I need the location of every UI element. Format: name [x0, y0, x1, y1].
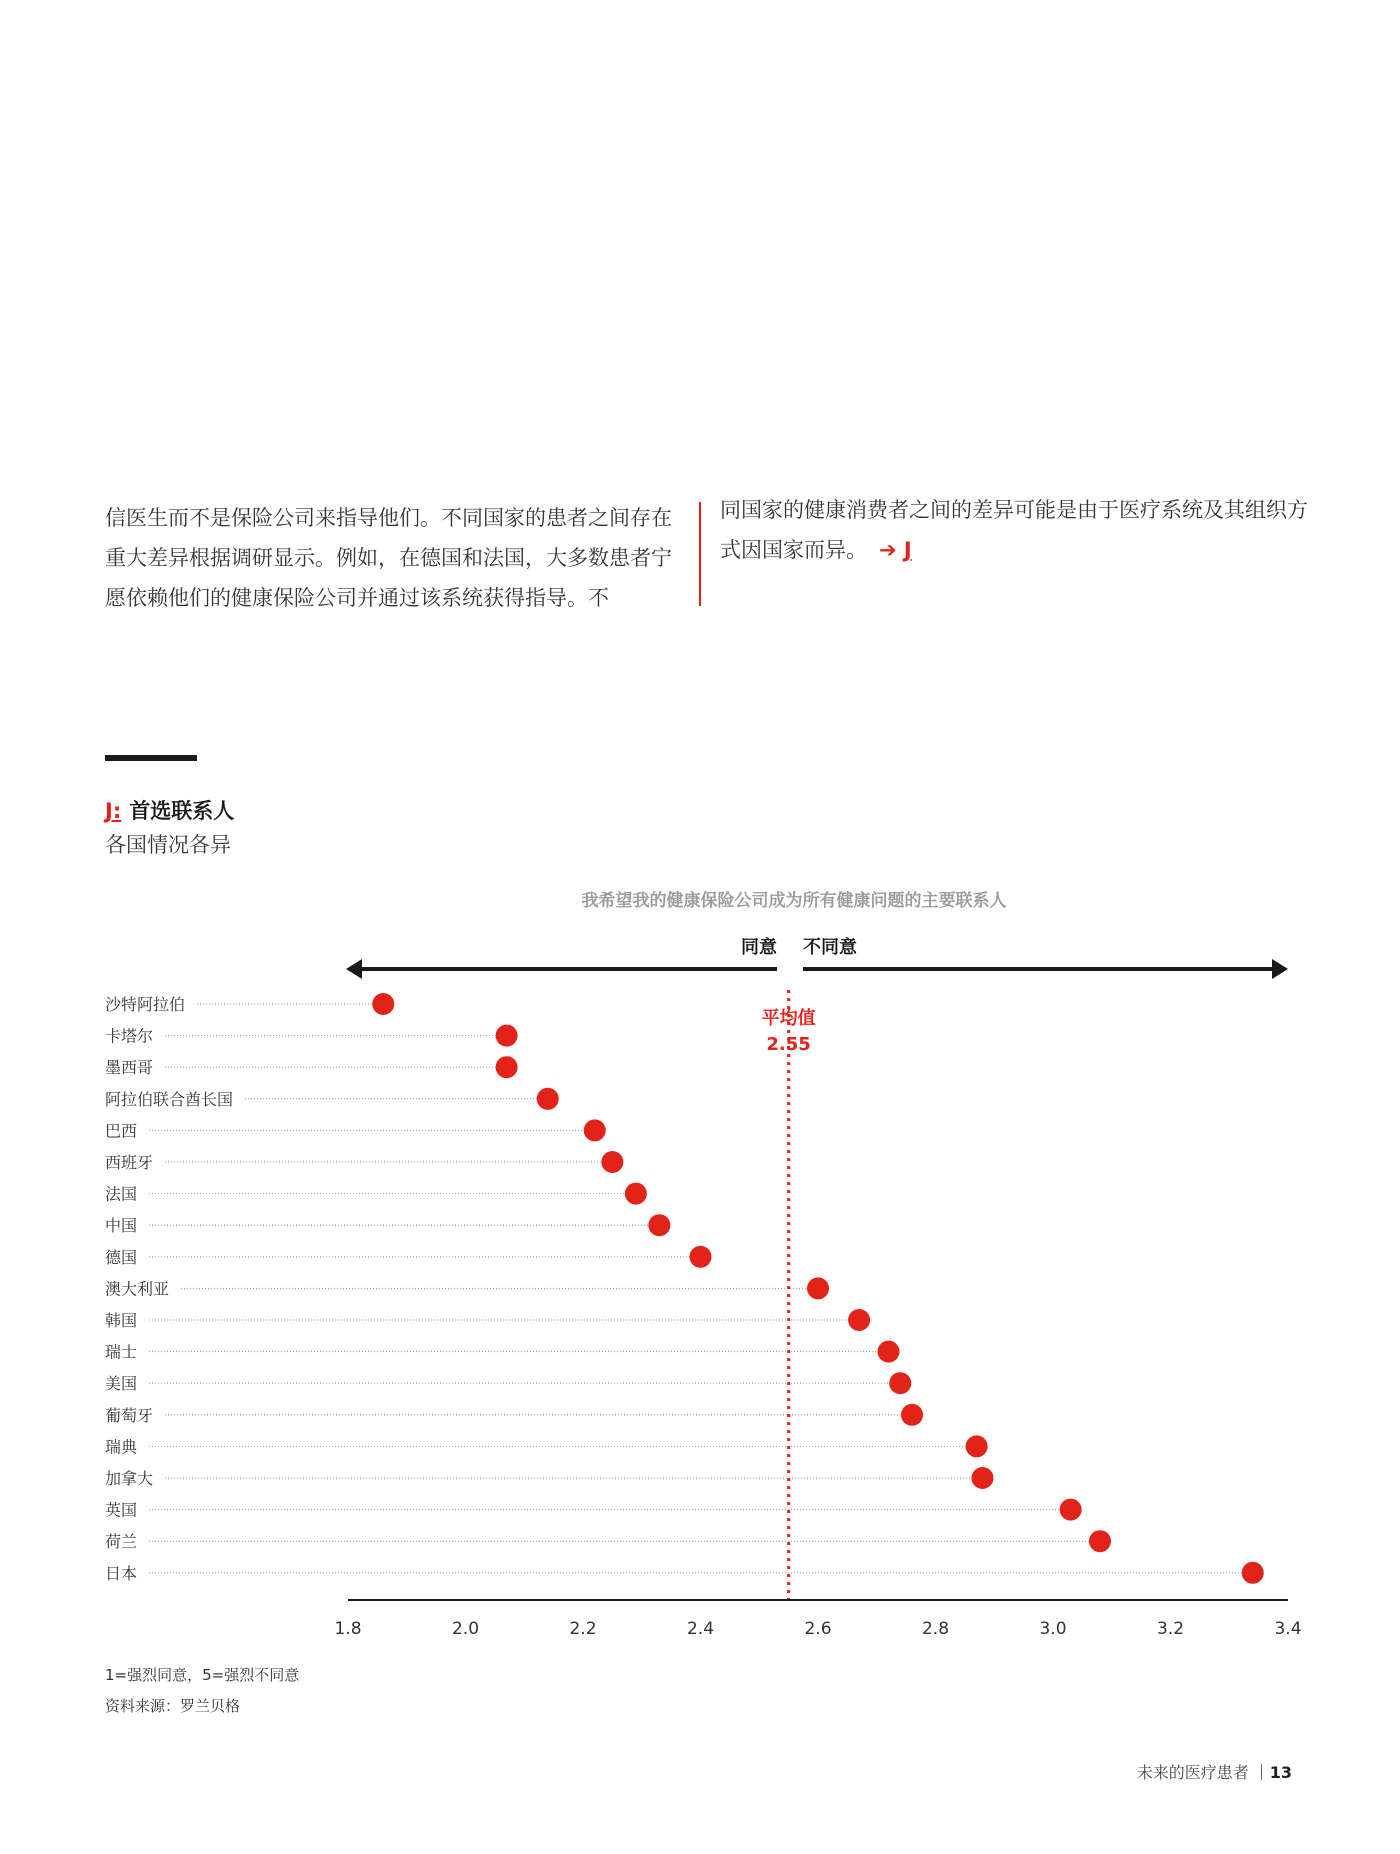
country-label: 葡萄牙	[105, 1405, 154, 1425]
country-label: 阿拉伯联合酋长国	[105, 1089, 234, 1109]
x-tick-label: 2.2	[569, 1619, 597, 1639]
footer-separator	[1261, 1764, 1262, 1780]
arrow-right-icon: ➔	[879, 538, 897, 562]
data-point	[966, 1435, 988, 1457]
data-point	[1060, 1499, 1082, 1521]
data-point	[901, 1404, 923, 1426]
data-point	[848, 1309, 870, 1331]
body-text-left: 信医生而不是保险公司来指导他们。不同国家的患者之间存在重大差异根据调研显示。例如，在德国和法国，大多数患者宁愿依赖他们的健康保险公司并通过该系统获得指导。不	[105, 506, 672, 610]
figure-reference-letter: J	[903, 538, 912, 562]
country-label: 沙特阿拉伯	[105, 995, 186, 1014]
country-label: 巴西	[105, 1121, 138, 1141]
data-point	[496, 1025, 518, 1047]
x-tick-label: 2.8	[921, 1619, 950, 1639]
data-point	[496, 1056, 518, 1078]
country-label: 韩国	[105, 1311, 138, 1330]
disagree-label: 不同意	[803, 937, 857, 958]
x-tick-label: 3.4	[1274, 1619, 1302, 1639]
column-divider	[699, 502, 701, 606]
data-point	[648, 1214, 670, 1236]
x-tick-label: 3.0	[1039, 1619, 1067, 1639]
data-point	[889, 1372, 911, 1394]
section-rule	[105, 755, 197, 761]
figure-letter: J:	[105, 799, 122, 823]
page-footer	[1137, 1760, 1292, 1783]
dot-plot-chart	[0, 880, 1400, 1660]
data-point	[972, 1467, 994, 1489]
country-label: 日本	[105, 1563, 138, 1583]
x-tick-label: 1.8	[334, 1619, 362, 1639]
arrow-right-icon	[1272, 959, 1288, 979]
average-label: 平均值	[761, 1008, 816, 1029]
chart-title: 我希望我的健康保险公司成为所有健康问题的主要联系人	[581, 891, 1007, 911]
data-point	[537, 1088, 559, 1110]
agree-label: 同意	[741, 937, 777, 958]
body-text-right	[720, 490, 1320, 570]
body-text-right-content: 同国家的健康消费者之间的差异可能是由于医疗系统及其组织方式因国家而异。	[720, 498, 1308, 562]
country-label: 荷兰	[105, 1532, 138, 1552]
country-label: 中国	[105, 1216, 138, 1236]
figure-subtitle: 各国情况各异	[105, 833, 231, 857]
data-point	[807, 1277, 829, 1299]
arrow-left-icon	[346, 959, 362, 979]
data-point	[1089, 1530, 1111, 1552]
page-number: 13	[1269, 1763, 1292, 1782]
country-label: 卡塔尔	[105, 1026, 154, 1046]
footer-title: 未来的医疗患者	[1136, 1763, 1249, 1782]
figure-title	[105, 795, 234, 825]
x-axis-ticks	[334, 1619, 1301, 1639]
country-label: 德国	[105, 1247, 138, 1267]
source-footnote: 资料来源：罗兰贝格	[105, 1697, 241, 1715]
data-point	[878, 1341, 900, 1363]
data-point	[372, 993, 394, 1015]
average-value: 2.55	[766, 1034, 811, 1055]
country-label: 西班牙	[105, 1153, 154, 1172]
country-label: 法国	[105, 1184, 138, 1204]
figure-title-text: 首选联系人	[129, 799, 235, 823]
data-point	[584, 1119, 606, 1141]
x-tick-label: 2.6	[804, 1619, 832, 1639]
country-label: 美国	[105, 1374, 138, 1394]
figure-reference-link[interactable]	[879, 538, 912, 562]
x-tick-label: 2.4	[686, 1619, 715, 1639]
chart-rows	[105, 993, 1264, 1584]
scale-footnote: 1=强烈同意，5=强烈不同意	[105, 1666, 300, 1684]
data-point	[690, 1246, 712, 1268]
country-label: 英国	[105, 1500, 138, 1520]
data-point	[625, 1183, 647, 1205]
x-tick-label: 2.0	[451, 1619, 480, 1639]
average-marker	[762, 990, 816, 1600]
country-label: 墨西哥	[105, 1058, 154, 1078]
country-label: 澳大利亚	[105, 1279, 170, 1299]
data-point	[601, 1151, 623, 1173]
data-point	[1242, 1562, 1264, 1584]
country-label: 加拿大	[105, 1469, 154, 1488]
country-label: 瑞士	[105, 1342, 138, 1362]
country-label: 瑞典	[105, 1437, 138, 1457]
x-tick-label: 3.2	[1156, 1619, 1185, 1639]
